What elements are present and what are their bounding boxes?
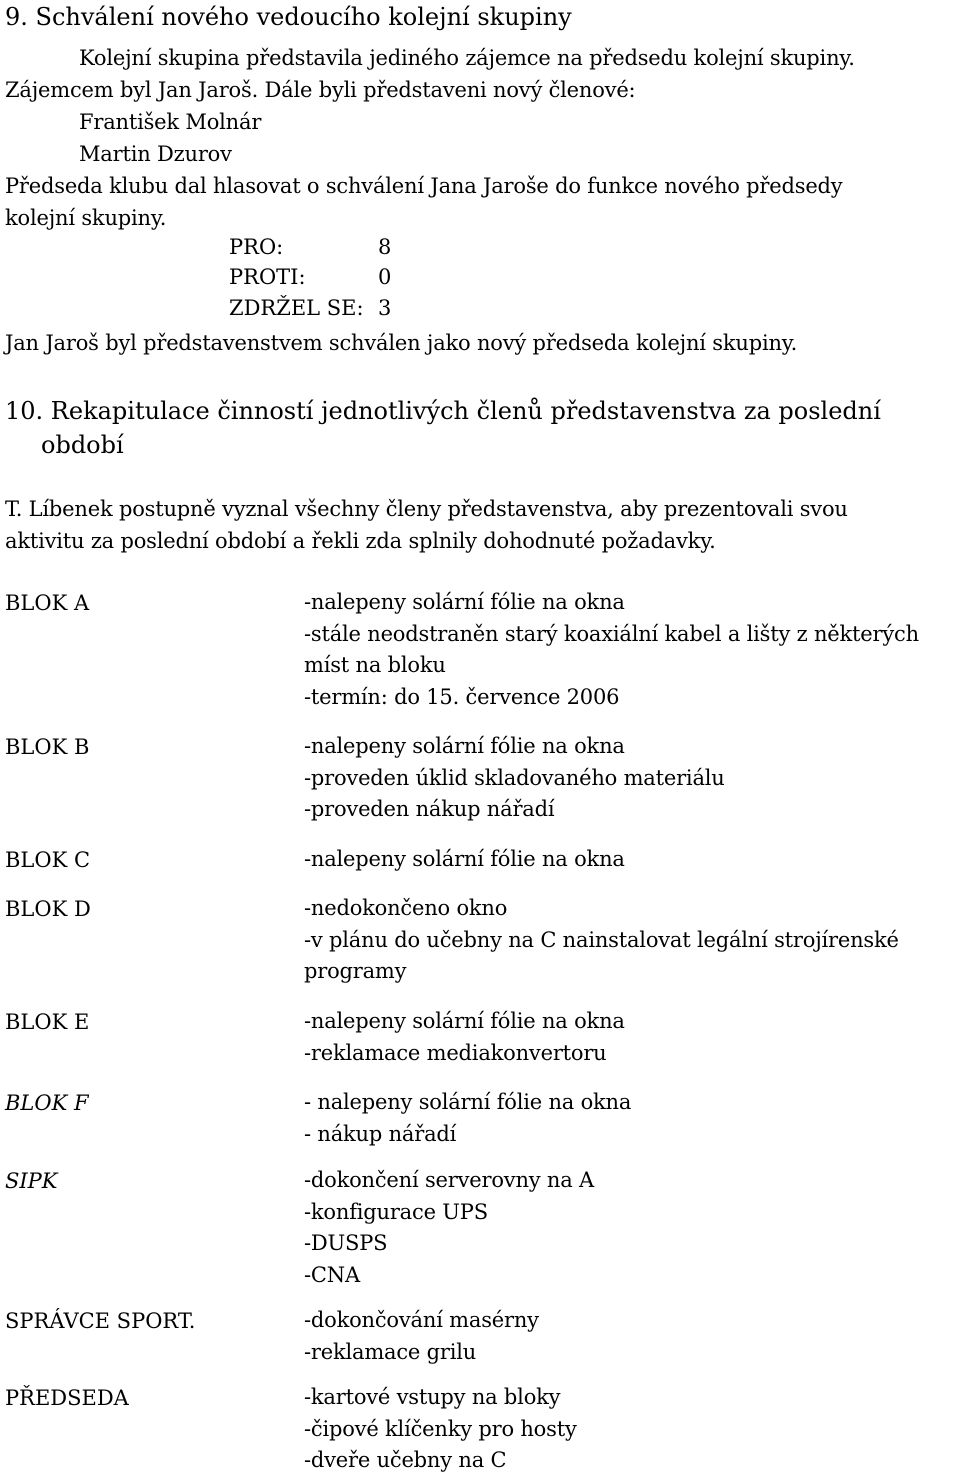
predseda-name: PŘEDSEDA [5,1386,129,1410]
list-item: -konfigurace UPS [304,1199,488,1224]
list-item: - nákup nářadí [304,1121,457,1146]
block-a-items [304,587,960,714]
list-item: -dveře učebny na C [304,1448,507,1473]
block-f-items [304,1087,960,1150]
section-9-para2-line1: Předseda klubu dal hlasovat o schválení Jana Jaroše do funkce nového předsedy [5,174,843,198]
block-c-items [304,844,960,876]
section-10-intro-line1: T. Líbenek postupně vyznal všechny členy představenstva, aby prezentovali svou [5,497,848,521]
list-item: -CNA [304,1263,360,1288]
list-item: -čipové klíčenky pro hosty [304,1416,577,1441]
spravce-sport-items [304,1305,960,1368]
list-item: -proveden nákup nářadí [304,797,555,822]
vote-proti-label: PROTI: [229,265,306,289]
section-10-heading [5,394,881,462]
list-item: -DUSPS [304,1231,388,1256]
vote-pro-label: PRO: [229,235,284,259]
sipk-items [304,1165,960,1292]
block-b-name: BLOK B [5,735,90,759]
section-10-intro-line2: aktivitu za poslední období a řekli zda splnily dohodnuté požadavky. [5,529,716,553]
block-d-name: BLOK D [5,897,91,921]
vote-pro-value: 8 [378,235,392,259]
block-a-name: BLOK A [5,591,90,615]
list-item: -proveden úklid skladovaného materiálu [304,765,725,790]
list-item: - nalepeny solární fólie na okna [304,1090,632,1114]
section-10-heading-line2: období [41,431,124,459]
list-item: -nalepeny solární fólie na okna [304,847,625,871]
list-item: -nalepeny solární fólie na okna [304,734,625,758]
block-e-name: BLOK E [5,1010,90,1034]
spravce-sport-name: SPRÁVCE SPORT. [5,1309,196,1333]
vote-zdrzel-value: 3 [378,296,392,320]
list-item: programy [304,959,407,984]
member-2: Martin Dzurov [79,142,232,166]
list-item: -nalepeny solární fólie na okna [304,590,625,614]
block-b-items [304,731,960,826]
member-1: František Molnár [79,110,262,134]
section-9-heading: 9. Schválení nového vedoucího kolejní skupiny [5,3,572,31]
block-c-name: BLOK C [5,848,91,872]
list-item: -reklamace mediakonvertoru [304,1040,607,1065]
list-item: -v plánu do učebny na C nainstalovat legální strojírenské [304,927,899,952]
vote-zdrzel-label: ZDRŽEL SE: [229,296,364,320]
list-item: -nedokončeno okno [304,896,508,920]
section-9-result: Jan Jaroš byl představenstvem schválen jako nový předseda kolejní skupiny. [5,331,798,355]
section-9-para1-line1: Kolejní skupina představila jediného zájemce na předsedu kolejní skupiny. [79,46,855,70]
list-item: -termín: do 15. července 2006 [304,685,620,710]
sipk-name: SIPK [5,1169,58,1193]
predseda-items [304,1382,960,1477]
list-item: -dokončení serverovny na A [304,1168,595,1192]
block-d-items [304,893,960,988]
vote-proti-value: 0 [378,265,392,289]
list-item: -kartové vstupy na bloky [304,1385,561,1409]
block-f-name: BLOK F [5,1091,89,1115]
section-9-para2-line2: kolejní skupiny. [5,206,167,230]
list-item: -stále neodstraněn starý koaxiální kabel a lišty z některých [304,621,919,646]
block-e-items [304,1006,960,1069]
list-item: -reklamace grilu [304,1339,477,1364]
section-9-para1-line2: Zájemcem byl Jan Jaroš. Dále byli představeni nový členové: [5,78,636,102]
section-10-heading-line1: 10. Rekapitulace činností jednotlivých členů představenstva za poslední [5,397,881,425]
list-item: -nalepeny solární fólie na okna [304,1009,625,1033]
list-item: -dokončování masérny [304,1308,539,1332]
list-item: míst na bloku [304,653,446,678]
